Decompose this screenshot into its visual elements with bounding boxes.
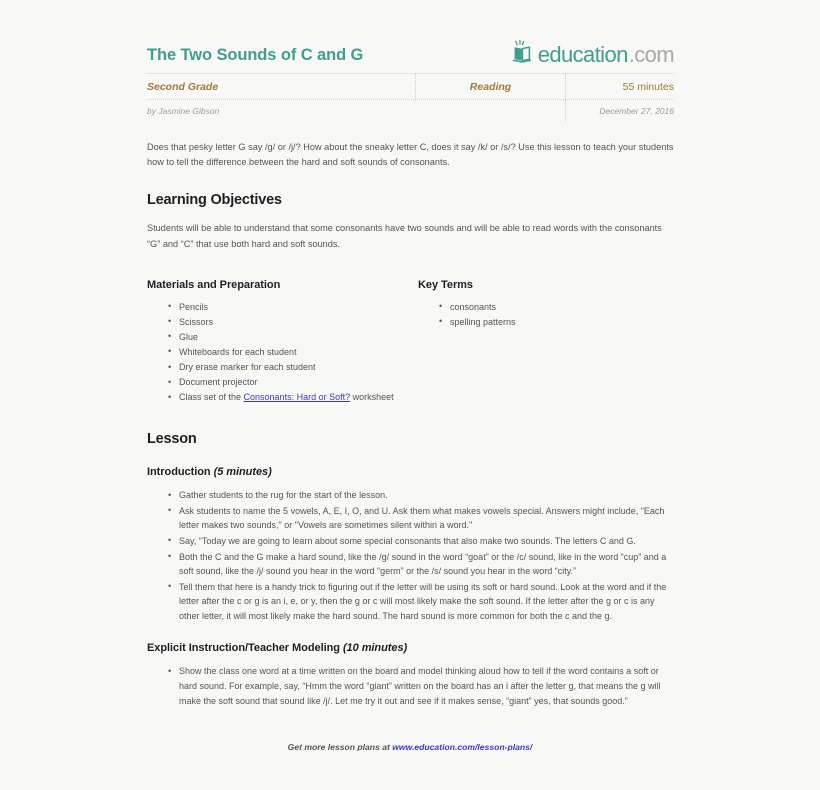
meta-date: December 27, 2016 — [565, 100, 674, 122]
meta-author: by Jasmine Gibson — [147, 106, 220, 116]
list-item: • Show the class one word at a time written on the board and model thinking aloud how to tell if the word contains a soft or hard sound. For example, say, “Hmm the word “giant” written on the board has an i after the letter g, that means the g will make the soft sound that sound like /j/. Let me try it out and see if it makes sense, “giant” yes, that sounds good.” — [179, 664, 674, 708]
materials-column — [147, 279, 418, 406]
intro-paragraph: Does that pesky letter G say /g/ or /j/? How about the sneaky letter C, does it say /k/ or /s/? Use this lesson to teach your students how to tell the difference between the hard and soft sounds of consonants. — [147, 142, 674, 168]
introduction-steps-list — [147, 488, 674, 623]
meta-row-primary — [147, 73, 674, 99]
learning-objectives-body: Students will be able to understand that some consonants have two sounds and will be able to read words with the consonants “G” and “C” that use both hard and soft sounds. — [147, 223, 662, 249]
list-item: • Dry erase marker for each student — [179, 360, 418, 375]
list-item: • consonants — [450, 300, 674, 315]
list-item: • Glue — [179, 330, 418, 345]
step-title: Introduction — [147, 466, 211, 479]
subhead-explicit-instruction — [147, 642, 674, 654]
meta-duration: 55 minutes — [565, 74, 674, 99]
page-title: The Two Sounds of C and G — [147, 46, 364, 65]
logo-wordmark: education — [537, 42, 628, 67]
footer-text: Get more lesson plans at — [287, 742, 393, 751]
materials-keyterms-columns — [147, 279, 674, 406]
footer-link[interactable]: www.education.com/lesson-plans/ — [392, 742, 533, 751]
subhead-introduction — [147, 466, 674, 478]
section-heading-learning-objectives: Learning Objectives — [147, 192, 282, 209]
subhead-key-terms: Key Terms — [418, 278, 473, 291]
step-duration: (10 minutes) — [342, 642, 408, 655]
meta-subject: Reading — [415, 74, 565, 99]
open-book-icon — [511, 39, 537, 65]
list-item: • Whiteboards for each student — [179, 345, 418, 360]
list-item: • Ask students to name the 5 vowels, A, E, I, O, and U. Ask them what makes vowels special. Answers might include, "Each letter makes two sounds," or "Vowels are sometimes silent within a word." — [179, 504, 674, 533]
logo-tld: .com — [628, 42, 674, 67]
worksheet-prefix: Class set of the — [179, 392, 244, 403]
list-item: • Say, “Today we are going to learn about some special consonants that also make two sounds. The letters C and G. — [179, 534, 674, 549]
page-content — [147, 0, 674, 709]
list-item: • Tell them that here is a handy trick to figuring out if the letter will be using its soft or hard sound. Look at the word and if the letter after the c or g is an i, e, or y, then the g or c will most likely make the soft sound. If the letter after the g or c is any other letter, it will most likely make the hard sound. The hard sound is more common for both the c and the g. — [179, 580, 674, 624]
step-title: Explicit Instruction/Teacher Modeling — [147, 642, 340, 655]
explicit-instruction-steps-list — [147, 664, 674, 708]
list-item: • spelling patterns — [450, 315, 674, 330]
page-footer — [0, 742, 820, 751]
document-header — [147, 0, 674, 73]
list-item: • Scissors — [179, 315, 418, 330]
meta-row-secondary — [147, 99, 674, 122]
list-item: • Both the C and the G make a hard sound, like the /g/ sound in the word “goat” or the /c/ sound, like in the word “cup” and a soft sound, like the /j/ sound you hear in the word “germ” or the /s/ sound you hear in the word “city.” — [179, 550, 674, 579]
worksheet-suffix: worksheet — [350, 392, 394, 403]
list-item-worksheet — [179, 390, 418, 405]
subhead-materials: Materials and Preparation — [147, 278, 281, 291]
worksheet-link[interactable]: Consonants: Hard or Soft? — [243, 392, 351, 403]
key-terms-list — [418, 300, 674, 330]
key-terms-column — [418, 279, 674, 406]
list-item: • Document projector — [179, 375, 418, 390]
list-item: • Gather students to the rug for the start of the lesson. — [179, 488, 674, 503]
meta-grade: Second Grade — [147, 80, 219, 93]
section-heading-lesson: Lesson — [147, 431, 197, 448]
materials-list — [147, 300, 418, 405]
step-duration: (5 minutes) — [213, 466, 272, 479]
list-item: • Pencils — [179, 300, 418, 315]
education-com-logo[interactable] — [511, 39, 674, 66]
